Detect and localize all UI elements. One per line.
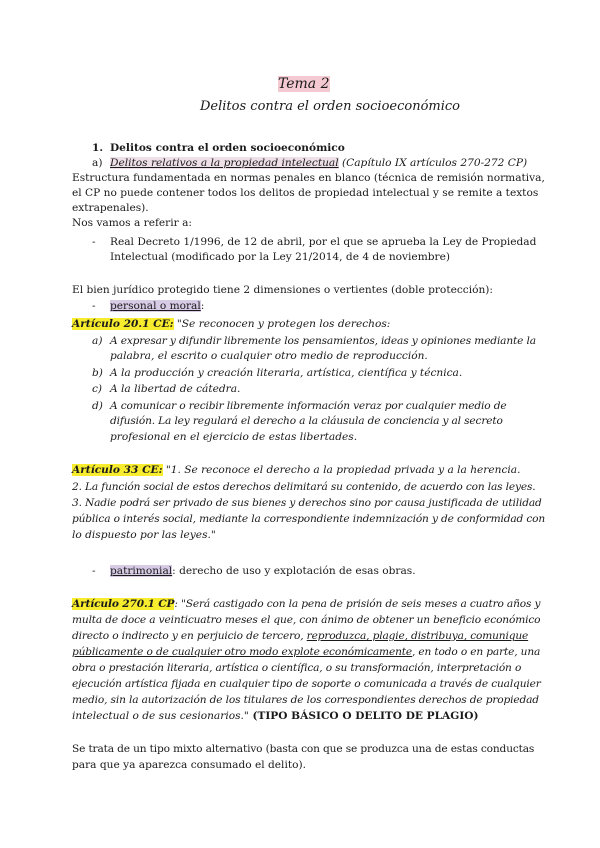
art33-line: 3. Nadie podrá ser privado de sus bienes y derechos sino por causa justificada de utilidad xyxy=(72,497,542,509)
subsection-heading xyxy=(110,157,527,169)
section-number: 1. xyxy=(92,142,104,154)
art20-label: Artículo 20.1 CE: xyxy=(72,318,174,330)
conclusion-line: para que ya aparezca consumado el delito). xyxy=(72,759,306,771)
bullet: - xyxy=(92,236,96,248)
subsection-ref: (Capítulo IX artículos 270-272 CP) xyxy=(338,157,528,169)
list-item-text: A expresar y difundir libremente los pensamientos, ideas y opiniones mediante la xyxy=(110,335,536,347)
list-item-text: difusión. La ley regulará el derecho a la cláusula de conciencia y al secreto xyxy=(110,415,503,427)
patrimonial-label: patrimonial xyxy=(110,565,173,577)
intro-line: el CP no puede contener todos los delitos de propiedad intelectual y se remite a textos xyxy=(72,187,539,199)
personal-moral-label: personal o moral xyxy=(110,300,201,312)
conclusion-line: Se trata de un tipo mixto alternativo (basta con que se produzca una de estas conductas xyxy=(72,743,535,755)
refer-line: Nos vamos a referir a: xyxy=(72,217,192,229)
art270-label: Artículo 270.1 CP xyxy=(72,598,175,610)
bullet: - xyxy=(92,300,96,312)
art33-line: lo dispuesto por las leyes." xyxy=(72,529,216,541)
art33-line: 2. La función social de estos derechos delimitará su contenido, de acuerdo con las leyes. xyxy=(72,481,536,493)
subsection-title: Delitos relativos a la propiedad intelectual xyxy=(110,157,339,169)
art270-underlined: reproduzca, plagie, distribuya, comunique xyxy=(306,630,529,642)
art270-line: medio, sin la autorización de los titulares de los correspondientes derechos de propiedad xyxy=(72,694,539,706)
list-letter: a) xyxy=(92,335,103,347)
art270-first: : "Será castigado con la pena de prisión de seis meses a cuatro años y xyxy=(174,598,541,610)
list-letter: b) xyxy=(92,367,103,379)
art20-intro: "Se reconocen y protegen los derechos: xyxy=(173,318,391,330)
bullet: - xyxy=(92,565,96,577)
art270-line: directo o indirecto y en perjuicio de tercero, reproduzca, plagie, distribuya, comunique xyxy=(72,630,529,642)
intro-line: extrapenales). xyxy=(72,202,149,214)
list-item-text: palabra, el escrito o cualquier otro medio de reproducción. xyxy=(110,350,428,362)
decree-line: Intelectual (modificado por la Ley 21/2014, de 4 de noviembre) xyxy=(110,251,450,263)
art33-first: "1. Se reconoce el derecho a la propiedad privada y a la herencia. xyxy=(162,464,521,476)
art270-line: multa de doce a veinticuatro meses el que, con ánimo de obtener un beneficio económico xyxy=(72,614,541,626)
section-title: Delitos contra el orden socioeconómico xyxy=(110,142,345,154)
art270-line: ejecución artística fijada en cualquier tipo de soporte o comunicada a través de cualquier xyxy=(72,678,541,690)
subsection-letter: a) xyxy=(92,157,103,169)
personal-moral: personal o moral: xyxy=(110,300,205,312)
page-title xyxy=(278,76,330,92)
art270-line: públicamente o de cualquier otro modo explote económicamente, en todo o en parte, una xyxy=(72,646,541,658)
art270-tag: (TIPO BÁSICO O DELITO DE PLAGIO) xyxy=(248,710,479,722)
art270-heading xyxy=(72,598,540,610)
art270-last: intelectual o de sus cesionarios." (TIPO BÁSICO O DELITO DE PLAGIO) xyxy=(72,710,479,722)
list-item-text: A la producción y creación literaria, artística, científica y técnica. xyxy=(110,367,463,379)
art270-line: obra o prestación literaria, artística o científica, o su transformación, interpretación o xyxy=(72,662,522,674)
art33-line: pública o interés social, mediante la correspondiente indemnización y de conformidad con xyxy=(72,513,546,525)
art33-label: Artículo 33 CE: xyxy=(72,464,163,476)
page-subtitle: Delitos contra el orden socioeconómico xyxy=(200,99,460,114)
list-letter: c) xyxy=(92,383,103,395)
patrimonial-line: patrimonial: derecho de uso y explotación de esas obras. xyxy=(110,565,416,577)
art33-heading xyxy=(72,464,520,476)
list-item-text: profesional en el ejercicio de estas libertades. xyxy=(110,431,358,443)
title-text: Tema 2 xyxy=(278,76,330,92)
art270-underlined: públicamente o de cualquier otro modo explote económicamente xyxy=(72,646,412,658)
list-item-text: A comunicar o recibir libremente información veraz por cualquier medio de xyxy=(110,400,507,412)
decree-line: Real Decreto 1/1996, de 12 de abril, por el que se aprueba la Ley de Propiedad xyxy=(110,236,537,248)
list-item-text: A la libertad de cátedra. xyxy=(110,383,241,395)
list-letter: d) xyxy=(92,400,103,412)
art20-heading xyxy=(72,318,390,330)
bien-juridico-line: El bien jurídico protegido tiene 2 dimensiones o vertientes (doble protección): xyxy=(72,284,493,296)
intro-line: Estructura fundamentada en normas penales en blanco (técnica de remisión normativa, xyxy=(72,172,545,184)
